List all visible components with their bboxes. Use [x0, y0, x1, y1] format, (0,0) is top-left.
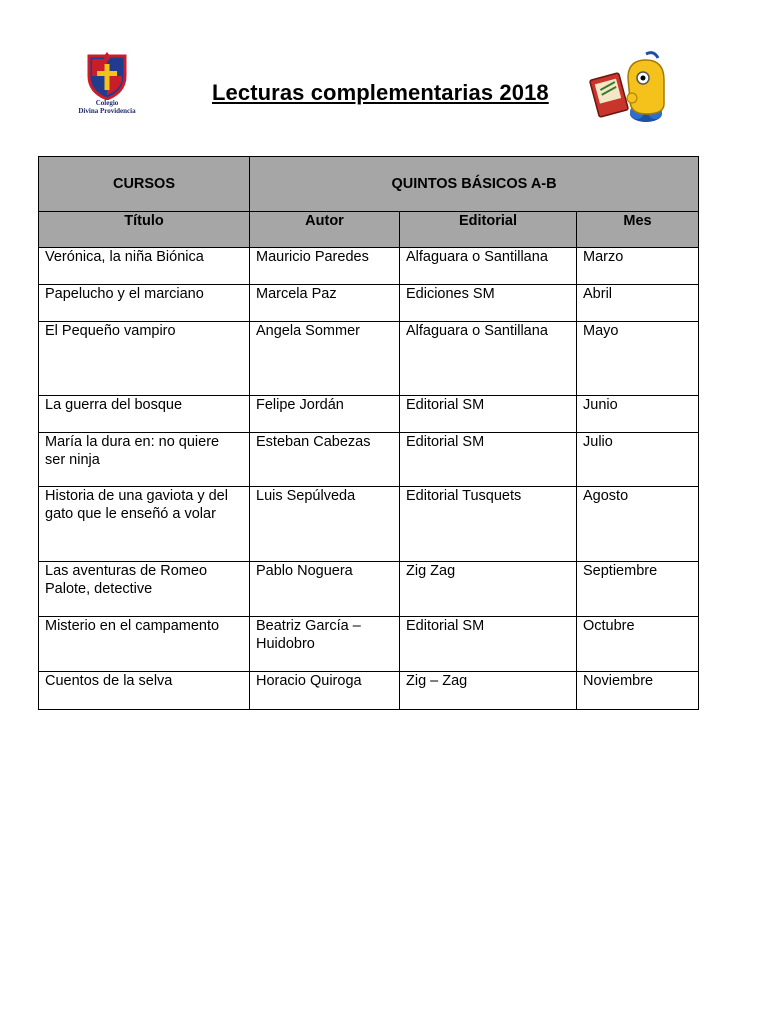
cell-mes: Noviembre	[577, 672, 699, 710]
cell-mes: Mayo	[577, 322, 699, 396]
cell-titulo: Cuentos de la selva	[39, 672, 250, 710]
table-row	[39, 322, 699, 396]
cell-mes: Septiembre	[577, 562, 699, 617]
table-group-header-row	[39, 157, 699, 212]
table-row	[39, 285, 699, 322]
cell-editorial: Editorial Tusquets	[400, 487, 577, 562]
cell-editorial: Ediciones SM	[400, 285, 577, 322]
school-logo	[72, 50, 142, 120]
cell-autor: Esteban Cabezas	[250, 433, 400, 487]
table-row	[39, 617, 699, 672]
cell-autor: Pablo Noguera	[250, 562, 400, 617]
column-header-mes: Mes	[577, 212, 699, 248]
cell-titulo: Verónica, la niña Biónica	[39, 248, 250, 285]
cell-editorial: Editorial SM	[400, 396, 577, 433]
cell-editorial: Zig Zag	[400, 562, 577, 617]
cell-autor: Horacio Quiroga	[250, 672, 400, 710]
cell-editorial: Alfaguara o Santillana	[400, 322, 577, 396]
cell-autor: Felipe Jordán	[250, 396, 400, 433]
column-header-editorial: Editorial	[400, 212, 577, 248]
cell-autor: Luis Sepúlveda	[250, 487, 400, 562]
school-caption-line1: Colegio	[95, 99, 119, 107]
cell-titulo: Historia de una gaviota y del gato que le enseñó a volar	[39, 487, 250, 562]
school-crest-icon	[86, 50, 128, 100]
cell-autor: Mauricio Paredes	[250, 248, 400, 285]
page-title: Lecturas complementarias 2018	[212, 80, 549, 105]
courses-header: CURSOS	[39, 157, 250, 212]
cell-titulo: Las aventuras de Romeo Palote, detective	[39, 562, 250, 617]
cell-titulo: La guerra del bosque	[39, 396, 250, 433]
cell-editorial: Editorial SM	[400, 617, 577, 672]
cell-mes: Marzo	[577, 248, 699, 285]
cell-mes: Julio	[577, 433, 699, 487]
cell-editorial: Alfaguara o Santillana	[400, 248, 577, 285]
table-row	[39, 396, 699, 433]
cell-mes: Abril	[577, 285, 699, 322]
table-row	[39, 672, 699, 710]
table-row	[39, 248, 699, 285]
cell-autor: Beatriz García – Huidobro	[250, 617, 400, 672]
table-column-header-row	[39, 212, 699, 248]
column-header-titulo: Título	[39, 212, 250, 248]
grade-header: QUINTOS BÁSICOS A-B	[250, 157, 699, 212]
cell-titulo: El Pequeño vampiro	[39, 322, 250, 396]
cell-mes: Agosto	[577, 487, 699, 562]
cell-mes: Octubre	[577, 617, 699, 672]
school-caption	[72, 99, 142, 115]
cell-mes: Junio	[577, 396, 699, 433]
cell-editorial: Editorial SM	[400, 433, 577, 487]
table-row	[39, 562, 699, 617]
cell-autor: Angela Sommer	[250, 322, 400, 396]
reading-mascot-icon	[588, 48, 674, 128]
cell-autor: Marcela Paz	[250, 285, 400, 322]
reading-list-table	[38, 156, 699, 710]
cell-editorial: Zig – Zag	[400, 672, 577, 710]
table-row	[39, 487, 699, 562]
column-header-autor: Autor	[250, 212, 400, 248]
cell-titulo: Papelucho y el marciano	[39, 285, 250, 322]
cell-titulo: María la dura en: no quiere ser ninja	[39, 433, 250, 487]
table-row	[39, 433, 699, 487]
cell-titulo: Misterio en el campamento	[39, 617, 250, 672]
school-caption-line2: Divina Providencia	[78, 107, 136, 115]
